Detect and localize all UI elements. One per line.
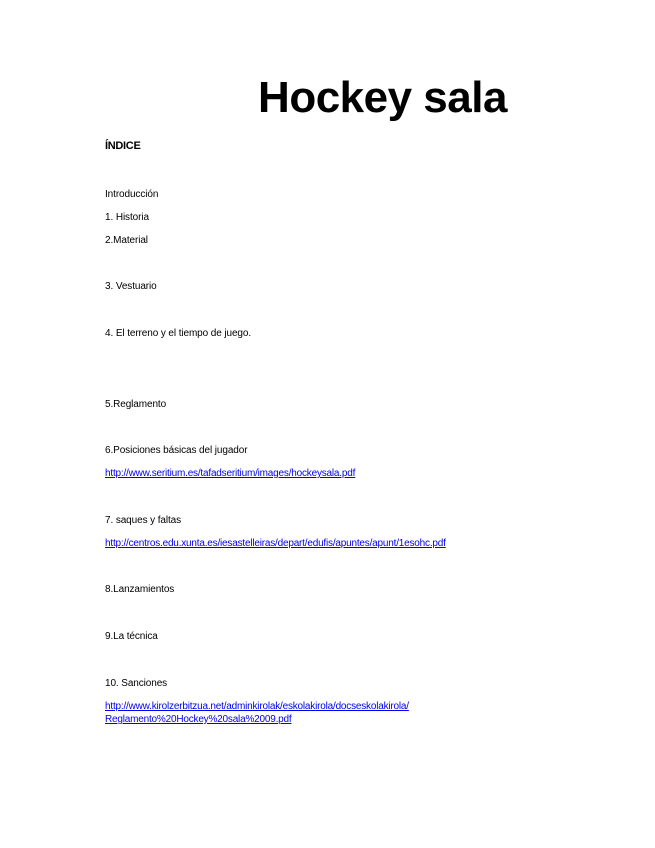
index-item-introduccion: Introducción <box>105 189 159 200</box>
index-item-sanciones: 10. Sanciones <box>105 678 168 689</box>
index-item-vestuario: 3. Vestuario <box>105 281 157 292</box>
index-item-lanzamientos: 8.Lanzamientos <box>105 584 175 595</box>
index-item-tecnica: 9.La técnica <box>105 631 158 642</box>
link-xunta-pdf[interactable]: http://centros.edu.xunta.es/iesastelleiras/depart/edufis/apuntes/apunt/1esohc.pdf <box>105 538 446 549</box>
document-title: Hockey sala <box>258 73 507 122</box>
index-item-material: 2.Material <box>105 235 148 246</box>
index-item-reglamento: 5.Reglamento <box>105 399 167 410</box>
link-seritium-pdf[interactable]: http://www.seritium.es/tafadseritium/images/hockeysala.pdf <box>105 468 356 479</box>
index-item-terreno: 4. El terreno y el tiempo de juego. <box>105 328 252 339</box>
index-item-saques: 7. saques y faltas <box>105 515 182 526</box>
index-item-historia: 1. Historia <box>105 212 149 223</box>
link-kirolzerbitzua-part2[interactable]: Reglamento%20Hockey%20sala%2009.pdf <box>105 714 292 725</box>
index-heading: ÍNDICE <box>105 140 141 152</box>
link-kirolzerbitzua-part1[interactable]: http://www.kirolzerbitzua.net/adminkirolak/eskolakirola/docseskolakirola/ <box>105 701 409 712</box>
index-item-posiciones: 6.Posiciones básicas del jugador <box>105 445 248 456</box>
